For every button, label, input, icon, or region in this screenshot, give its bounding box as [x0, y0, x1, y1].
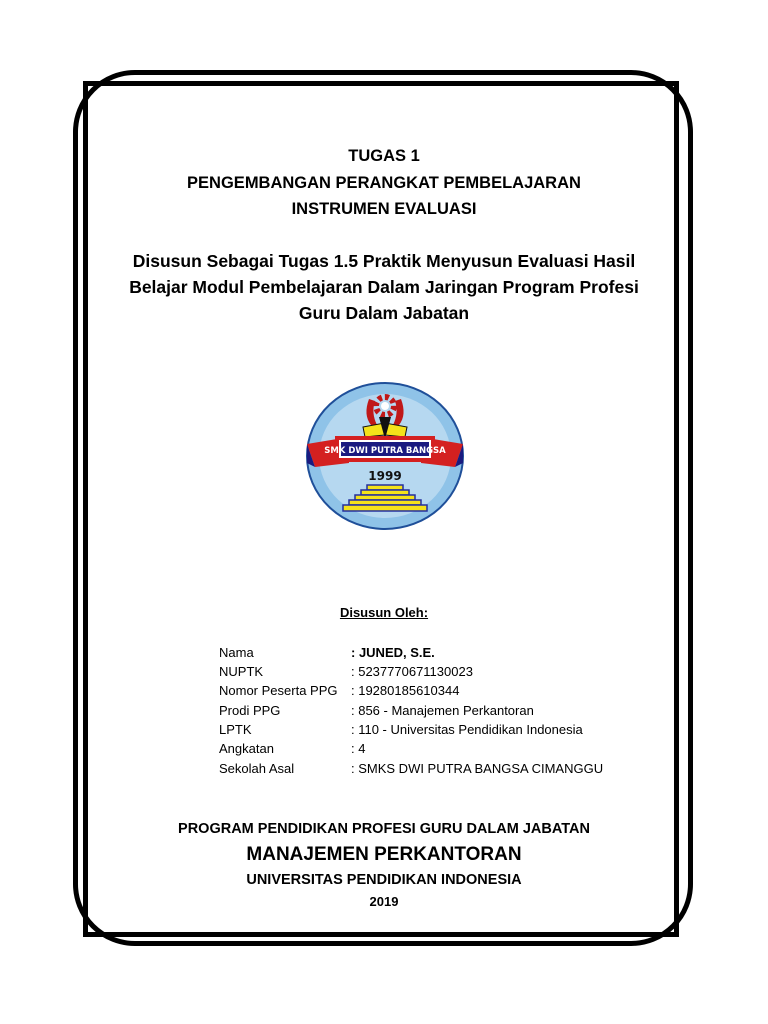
info-value: : 5237770671130023	[351, 664, 473, 679]
info-value: : 856 - Manajemen Perkantoran	[351, 703, 534, 718]
task-title: TUGAS 1	[348, 147, 420, 165]
info-value: : 110 - Universitas Pendidikan Indonesia	[351, 722, 583, 737]
school-logo-icon	[305, 381, 465, 531]
footer-program: PROGRAM PENDIDIKAN PROFESI GURU DALAM JABATAN	[178, 821, 590, 837]
footer-major: MANAJEMEN PERKANTORAN	[246, 844, 522, 865]
info-label: NUPTK	[219, 664, 264, 679]
info-value: : 4	[351, 741, 366, 756]
description-line-2: Belajar Modul Pembelajaran Dalam Jaringan Program Profesi	[129, 277, 639, 297]
info-value: : JUNED, S.E.	[351, 645, 435, 660]
info-row-study-program	[219, 703, 659, 722]
info-label: Angkatan	[219, 741, 274, 756]
footer-year: 2019	[369, 894, 399, 909]
title-line-1: PENGEMBANGAN PERANGKAT PEMBELAJARAN	[187, 174, 581, 192]
info-row-participant-number	[219, 683, 659, 702]
info-label: Nomor Peserta PPG	[219, 683, 338, 698]
logo-banner-text: SMK DWI PUTRA BANGSA	[324, 446, 446, 456]
info-value: : 19280185610344	[351, 683, 460, 698]
description-line-1: Disusun Sebagai Tugas 1.5 Praktik Menyusun Evaluasi Hasil	[132, 251, 636, 271]
info-label: Sekolah Asal	[219, 761, 295, 776]
footer-university: UNIVERSITAS PENDIDIKAN INDONESIA	[246, 872, 522, 888]
description-line-3: Guru Dalam Jabatan	[298, 303, 470, 323]
info-row-nuptk	[219, 664, 659, 683]
info-row-batch	[219, 741, 659, 760]
info-row-name	[219, 645, 659, 664]
info-row-school	[219, 761, 659, 780]
author-heading: Disusun Oleh:	[339, 605, 429, 620]
title-line-2: INSTRUMEN EVALUASI	[291, 200, 477, 218]
info-value: : SMKS DWI PUTRA BANGSA CIMANGGU	[351, 761, 604, 776]
logo-year: 1999	[368, 469, 402, 483]
info-label: Nama	[219, 645, 254, 660]
info-row-lptk	[219, 722, 659, 741]
info-label: Prodi PPG	[219, 703, 281, 718]
info-label: LPTK	[219, 722, 252, 737]
